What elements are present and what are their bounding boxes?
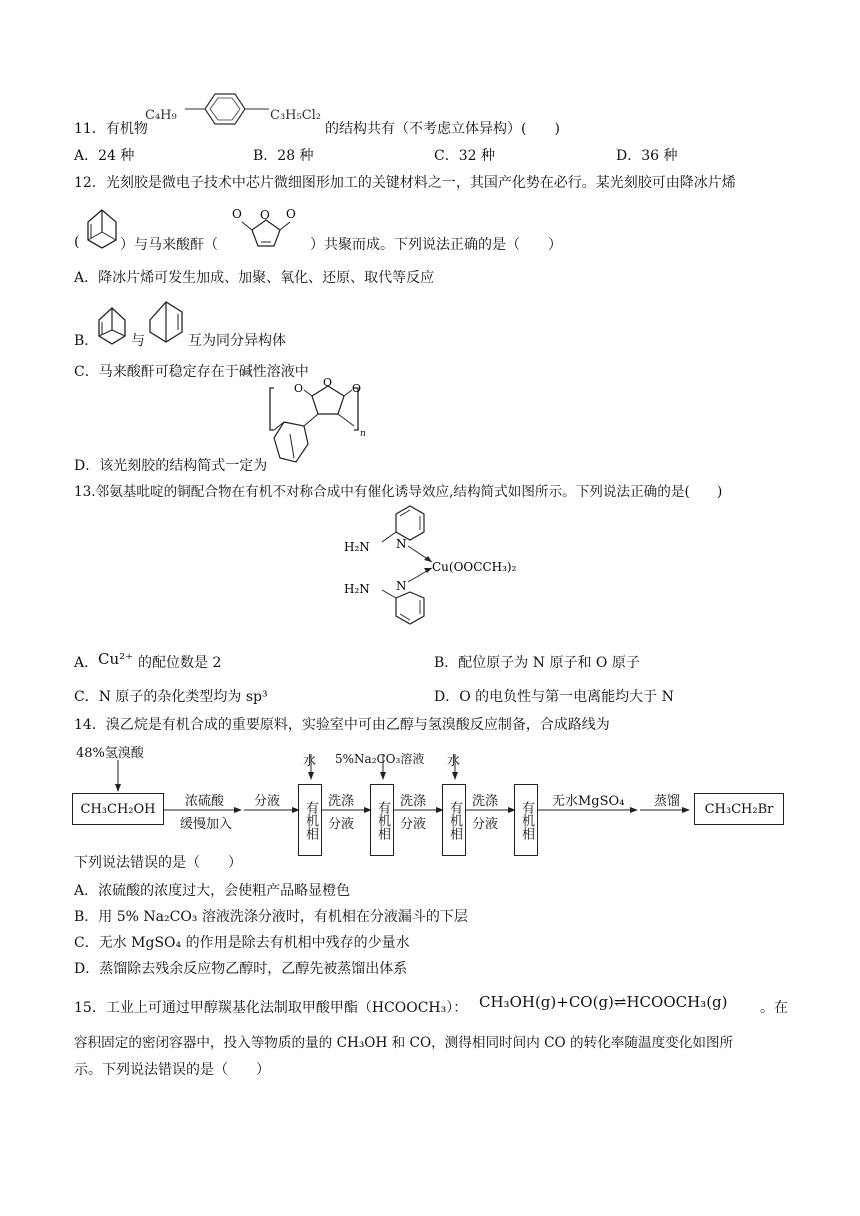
maleic-anhydride-structure: [224, 200, 308, 250]
q14-prompt: 下列说法错误的是（ ）: [74, 855, 242, 871]
q14-option-d: D．蒸馏除去残余反应物乙醇时，乙醇先被蒸馏出体系: [74, 961, 408, 977]
flow-wash-3: 洗涤: [472, 794, 499, 809]
q12-paren-open: (: [74, 234, 80, 250]
norbornene-structure-1: [82, 202, 122, 250]
svg-text:O: O: [232, 207, 242, 221]
flow-arrows: [60, 740, 800, 840]
q15-line3: 示。下列说法错误的是（ ）: [74, 1062, 270, 1078]
svg-text:O: O: [352, 382, 362, 395]
photoresist-polymer-structure: [264, 378, 374, 470]
flow-sep-1: 分液: [328, 817, 355, 832]
q14-option-b: B．用 5% Na₂CO₃ 溶液洗涤分液时，有机相在分液漏斗的下层: [74, 909, 468, 925]
organic-label-1: 有机相: [303, 800, 318, 840]
q12-option-b-prefix: B．: [74, 333, 99, 349]
q13-option-c: C．N 原子的杂化类型均为 sp³: [74, 689, 268, 705]
q11-formula-right: C₃H₅Cl₂: [270, 108, 322, 123]
flow-water1: 水: [303, 754, 317, 769]
flow-dry-label: 无水MgSO₄: [552, 794, 625, 809]
flow-organic-phase-3: [442, 784, 466, 856]
flow-na2co3: 5%Na₂CO₃溶液: [335, 752, 425, 766]
organic-label-2: 有机相: [375, 800, 390, 840]
organic-label-3: 有机相: [447, 800, 462, 840]
flow-step1-bottom: 缓慢加入: [180, 817, 233, 832]
q11-formula-left: C₄H₉: [145, 108, 177, 123]
q12-option-b-mid: 与: [131, 333, 145, 349]
flow-sep-3: 分液: [472, 817, 499, 832]
n-label-top: N: [396, 537, 407, 551]
q12-option-b-tail: 互为同分异构体: [188, 333, 286, 349]
nh2-label-bottom: H₂N: [344, 582, 370, 596]
polymer-n-label: n: [360, 429, 366, 439]
q15-line2: 容积固定的密闭容器中，投入等物质的量的 CH₃OH 和 CO，测得相同时间内 CO 的转化率随温度变化如图所: [74, 1035, 734, 1051]
q15-line1-tail: 。在: [760, 1000, 788, 1016]
q11-option-d: D．36 种: [616, 148, 678, 164]
q12-option-d: D．该光刻胶的结构简式一定为: [74, 458, 268, 474]
q11-option-a: A．24 种: [74, 148, 135, 164]
q14-option-a: A．浓硫酸的浓度过大，会使粗产品略显橙色: [74, 883, 351, 899]
svg-text:O: O: [323, 378, 333, 389]
q14-option-c: C．无水 MgSO₄ 的作用是除去有机相中残存的少量水: [74, 935, 410, 951]
q11-option-c: C．32 种: [434, 148, 495, 164]
q13-option-a-prefix: A．: [74, 655, 99, 671]
flow-water2: 水: [447, 754, 461, 769]
q14-stem: 14．溴乙烷是有机合成的重要原料，实验室中可由乙醇与氢溴酸反应制备，合成路线为: [74, 717, 610, 733]
svg-text:O: O: [294, 382, 304, 395]
flow-start-box: CH₃CH₂OH: [72, 793, 164, 825]
flow-organic-phase-4: [514, 784, 538, 856]
flow-wash-1: 洗涤: [328, 794, 355, 809]
q13-option-d: D．O 的电负性与第一电离能均大于 N: [434, 689, 674, 705]
q12-line1: 12．光刻胶是微电子技术中芯片微细图形加工的关键材料之一，其国产化势在必行。某光刻胶可由降冰片烯: [74, 175, 736, 191]
q12-tail: ）共聚而成。下列说法正确的是（ ）: [310, 237, 562, 253]
flow-distill-label: 蒸馏: [654, 794, 681, 809]
q15-equation: CH₃OH(g)+CO(g)⇌HCOOCH₃(g): [479, 993, 728, 1011]
organic-label-4: 有机相: [519, 800, 534, 840]
flow-organic-phase-2: [370, 784, 394, 856]
q11-number: 11．有机物: [74, 121, 148, 137]
flow-organic-phase-1: [298, 784, 322, 856]
nh2-label-top: H₂N: [344, 540, 370, 554]
q15-line1-prefix: 15．工业上可通过甲醇羰基化法制取甲酸甲酯（HCOOCH₃）：: [74, 1000, 468, 1016]
svg-text:O: O: [260, 208, 270, 222]
norbornene-structure-2: [94, 302, 130, 346]
n-label-bottom: N: [396, 579, 407, 593]
q13-stem: 13.邻氨基吡啶的铜配合物在有机不对称合成中有催化诱导效应,结构简式如图所示。下列说法正确的是( ): [74, 484, 723, 500]
flow-product-box: CH₃CH₂Br: [694, 793, 784, 825]
svg-text:O: O: [286, 207, 296, 221]
flow-sep-2: 分液: [400, 817, 427, 832]
cu-label: Cu(OOCCH₃)₂: [432, 560, 517, 574]
flow-hbr-label: 48%氢溴酸: [76, 746, 144, 761]
q13-option-b: B．配位原子为 N 原子和 O 原子: [434, 655, 640, 671]
flow-wash-2: 洗涤: [400, 794, 427, 809]
q12-mid: ）与马来酸酐（: [120, 237, 218, 253]
q11-option-b: B．28 种: [253, 148, 314, 164]
q12-option-a: A．降冰片烯可发生加成、加聚、氧化、还原、取代等反应: [74, 270, 435, 286]
q12-option-c: C．马来酸酐可稳定存在于碱性溶液中: [74, 364, 309, 380]
q11-stem-tail: 的结构共有（不考虑立体异构）( ): [325, 121, 560, 137]
q13-option-a-tail: 的配位数是 2: [138, 655, 222, 671]
q13-cu-ion: Cu²⁺: [98, 650, 134, 668]
copper-complex-structure: [340, 502, 540, 632]
flow-step2-label: 分液: [254, 794, 281, 809]
q11-benzene-ring: [183, 92, 273, 126]
bicyclic-isomer-structure: [146, 298, 188, 346]
flow-step1-top: 浓硫酸: [185, 794, 225, 809]
